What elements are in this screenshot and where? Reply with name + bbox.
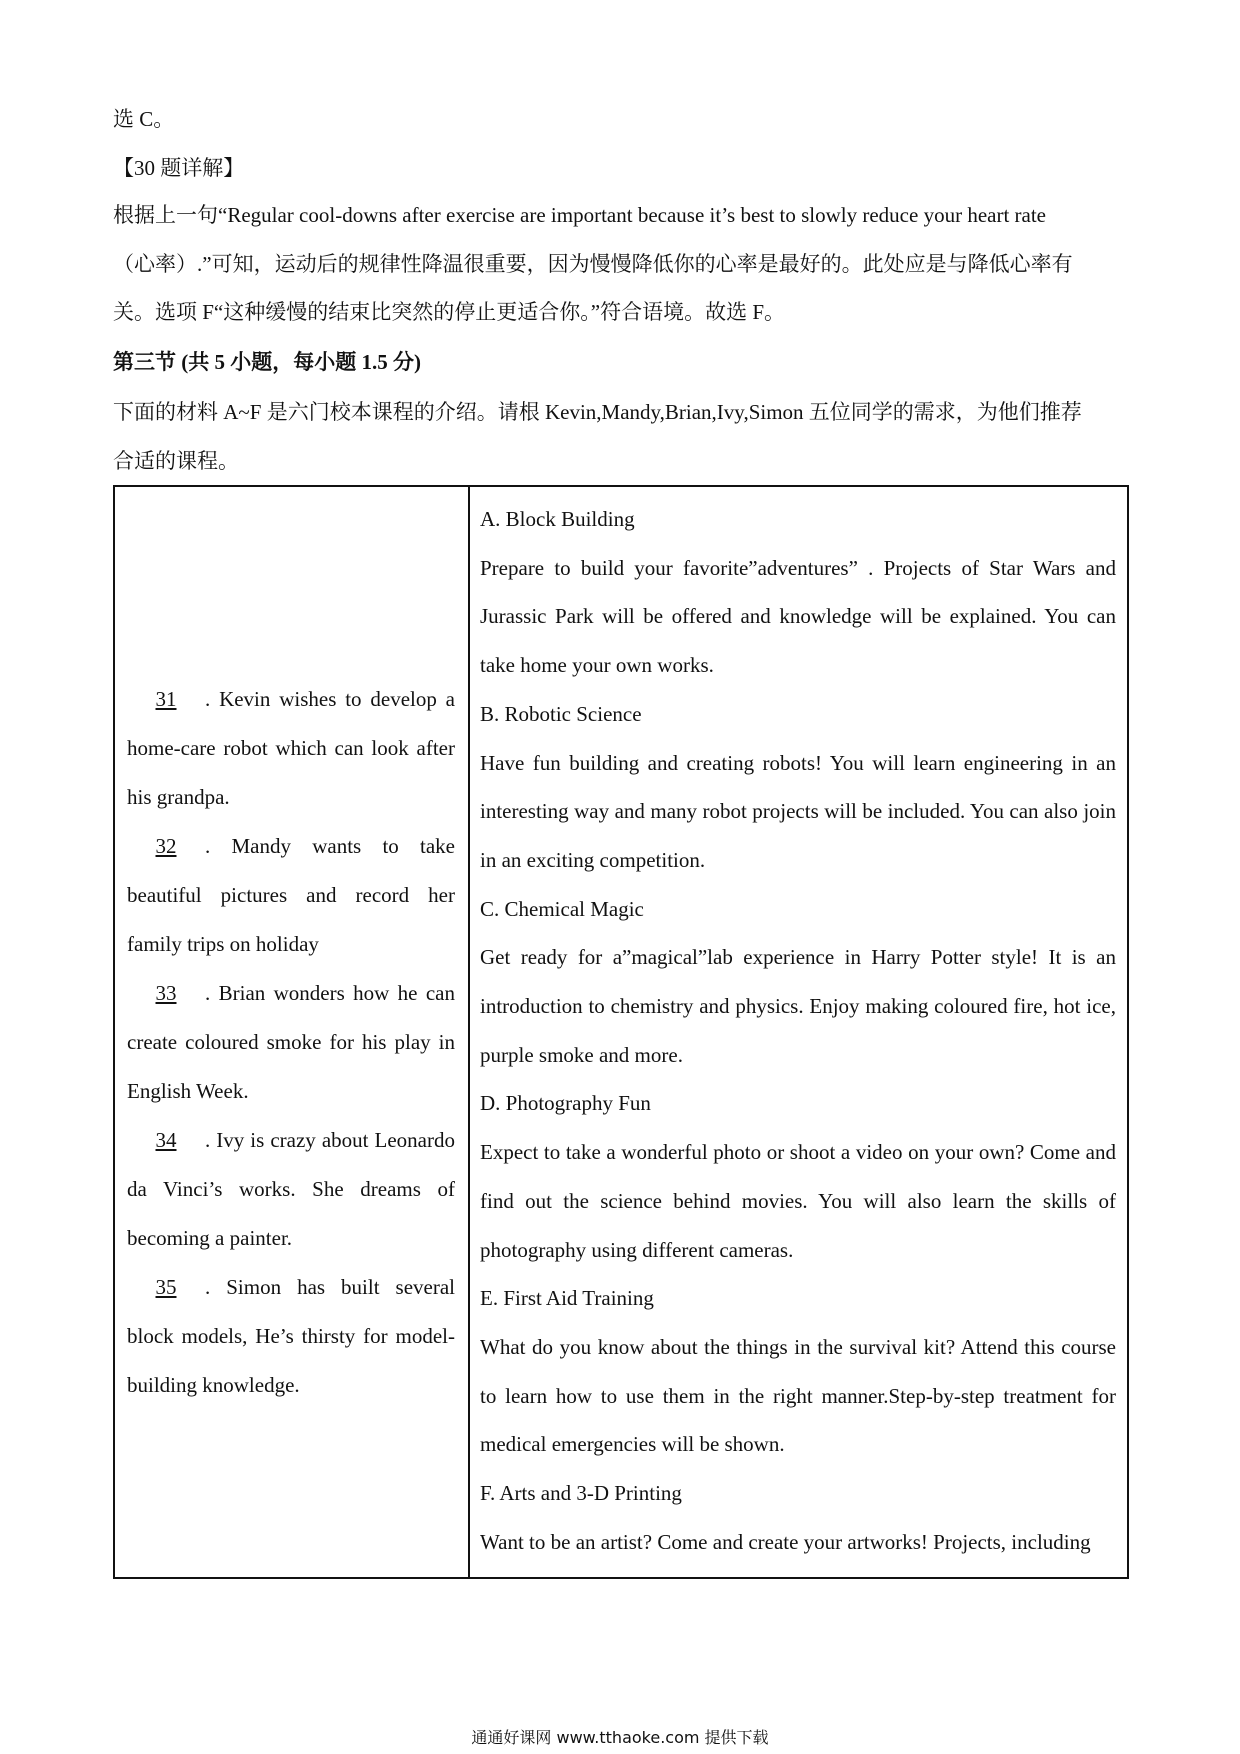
section-instruction-line-1: 下面的材料 A~F 是六门校本课程的介绍。请根 Kevin,Mandy,Brian,Ivy,Simon 五位同学的需求，为他们推荐 <box>113 400 1082 424</box>
q30-explanation-line-1: 根据上一句“Regular cool-downs after exercise are important because it’s best to slowly reduce your heart rate <box>113 203 1047 227</box>
courses-column <box>480 495 1116 1566</box>
question-text: . Mandy wants to take beautiful pictures and record her family trips on holiday <box>127 834 455 956</box>
course-title: A. Block Building <box>480 507 635 531</box>
course-description: Prepare to build your favorite”adventures” . Projects of Star Wars and Jurassic Park will be offered and knowledge will be explained. You can take home your own works. <box>480 555 1116 678</box>
q30-title: 【30 题详解】 <box>113 156 245 180</box>
questions-column <box>127 675 455 1410</box>
course-description: Expect to take a wonderful photo or shoot a video on your own? Come and find out the science behind movies. You will also learn the skills of photography using different cameras. <box>480 1140 1116 1262</box>
answer-blank[interactable]: 31 <box>155 687 177 711</box>
question-item <box>127 822 455 969</box>
course-description: What do you know about the things in the survival kit? Attend this course to learn how to use them in the right manner.Step-by-step treatment for medical emergencies will be shown. <box>480 1334 1116 1457</box>
question-text: . Ivy is crazy about Leonardo da Vinci’s works. She dreams of becoming a painter. <box>127 1128 455 1250</box>
course-title: B. Robotic Science <box>480 701 642 726</box>
course-description: Get ready for a”magical”lab experience in Harry Potter style! It is an introduction to chemistry and physics. Enjoy making coloured fire, hot ice, purple smoke and more. <box>480 945 1116 1067</box>
course-description: Want to be an artist? Come and create your artworks! Projects, including <box>480 1529 1091 1554</box>
question-text: . Brian wonders how he can create coloured smoke for his play in English Week. <box>127 981 455 1103</box>
answer-blank[interactable]: 34 <box>155 1128 177 1152</box>
course-title: F. Arts and 3-D Printing <box>480 1481 682 1506</box>
question-text: . Simon has built several block models, He’s thirsty for model-building knowledge. <box>127 1275 455 1397</box>
question-item <box>127 1116 455 1263</box>
page-footer: 通通好课网 www.tthaoke.com 提供下载 <box>471 1728 769 1747</box>
answer-blank[interactable]: 35 <box>155 1275 177 1299</box>
course-title: E. First Aid Training <box>480 1286 654 1311</box>
section-instruction-line-2: 合适的课程。 <box>113 449 239 473</box>
question-item <box>127 969 455 1116</box>
answer-blank[interactable]: 33 <box>155 981 177 1005</box>
course-title: D. Photography Fun <box>480 1091 651 1116</box>
q30-explanation-line-3: 关。选项 F“这种缓慢的结束比突然的停止更适合你。”符合语境。故选 F。 <box>113 300 785 324</box>
answer-blank[interactable]: 32 <box>155 834 177 858</box>
matching-table <box>113 485 1129 1579</box>
course-description: Have fun building and creating robots! You will learn engineering in an interesting way and many robot projects will be included. You can also join in an exciting competition. <box>480 750 1116 872</box>
question-text: . Kevin wishes to develop a home-care robot which can look after his grandpa. <box>127 687 455 809</box>
course-title: C. Chemical Magic <box>480 896 644 921</box>
q30-explanation-line-2: （心率）.”可知，运动后的规律性降温很重要，因为慢慢降低你的心率是最好的。此处应是与降低心率有 <box>113 252 1073 276</box>
answer-line: 选 C。 <box>113 107 175 131</box>
section-title: 第三节 (共 5 小题，每小题 1.5 分) <box>113 350 421 374</box>
column-divider <box>468 487 470 1577</box>
question-item <box>127 1263 455 1410</box>
question-item <box>127 675 455 822</box>
